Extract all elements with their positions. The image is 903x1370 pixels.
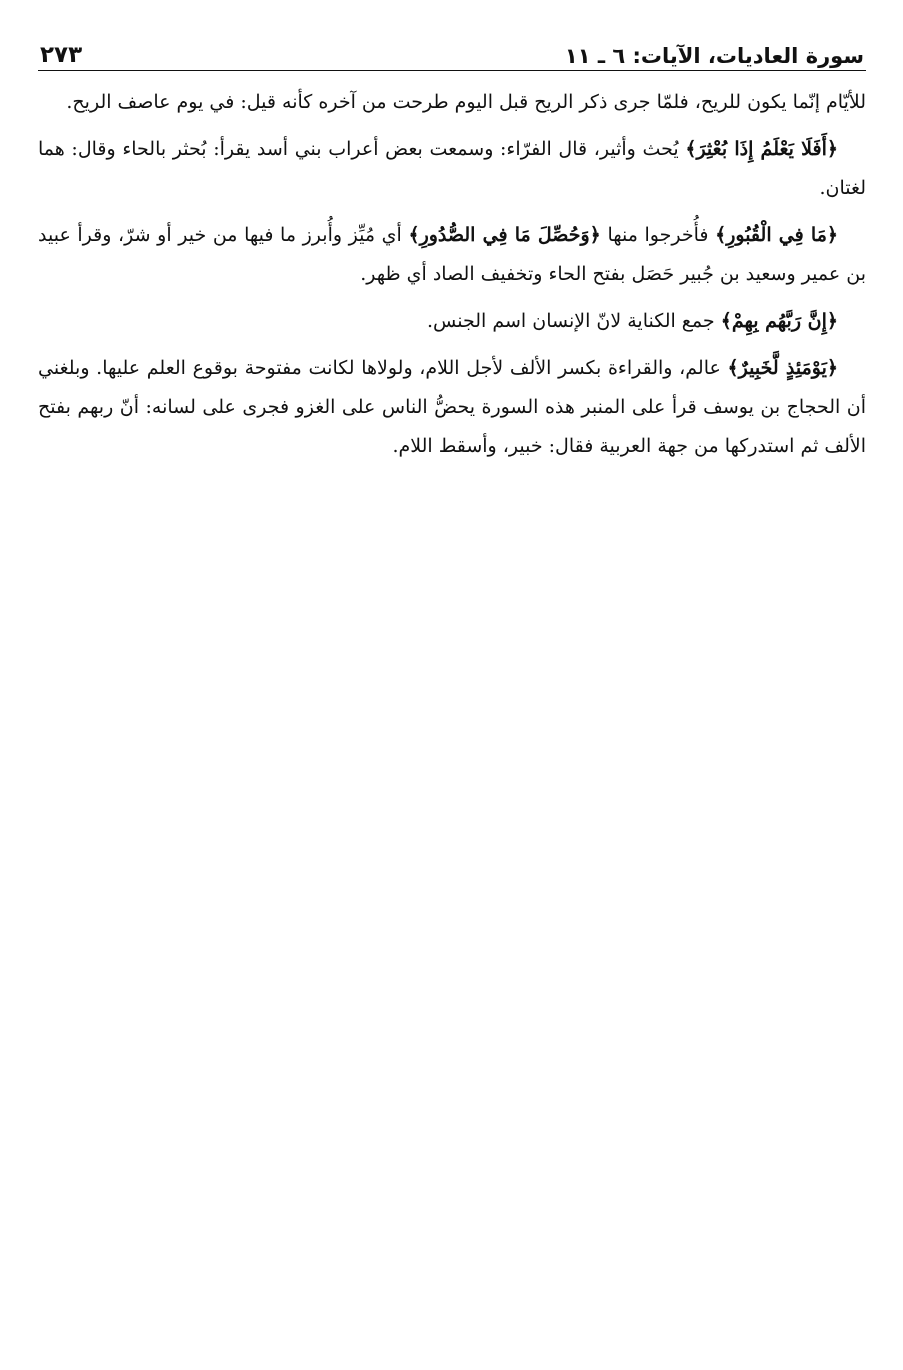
- paragraph-5: [38, 349, 866, 466]
- paragraph-1: [38, 83, 866, 122]
- quran-verse: ﴿يَوْمَئِذٍ لَّخَبِيرٌ﴾: [727, 357, 838, 379]
- paragraph-text: جمع الكناية لانّ الإنسان اسم الجنس.: [427, 310, 715, 332]
- book-page: [38, 28, 866, 474]
- header-title: سورة العاديات، الآيات: ٦ ـ ١١: [564, 44, 864, 68]
- paragraph-text: عالم، والقراءة بكسر الألف لأجل اللام، ولولاها لكانت مفتوحة بوقوع العلم عليها. وبلغني أن الحجاج بن يوسف قرأ على المنبر هذه السورة يحضُّ الناس على الغزو فجرى على لسانه: أنّ ربهم بفتح الألف ثم استدركها من جهة العربية فقال: خبير، وأسقط اللام.: [38, 357, 866, 457]
- paragraph-text: للأيّام إنّما يكون للريح، فلمّا جرى ذكر الريح قبل اليوم طرحت من آخره كأنه قيل: في يوم عاصف الريح.: [66, 91, 866, 113]
- quran-verse: ﴿مَا فِي الْقُبُورِ﴾: [715, 224, 839, 246]
- paragraph-text: فأُخرجوا منها: [607, 224, 709, 246]
- running-header: [38, 28, 866, 71]
- quran-verse: ﴿أَفَلَا يَعْلَمُ إِذَا بُعْثِرَ﴾: [685, 138, 838, 160]
- body-text: [38, 83, 866, 466]
- paragraph-3: [38, 216, 866, 294]
- page-number: ٢٧٣: [40, 42, 83, 68]
- quran-verse: ﴿إِنَّ رَبَّهُم بِهِمْ﴾: [720, 310, 838, 332]
- paragraph-4: [38, 302, 866, 341]
- paragraph-2: [38, 130, 866, 208]
- paragraph-text: أي مُيِّز وأُبرز ما فيها من خير أو شرّ، وقرأ عبيد بن عمير وسعيد بن جُبير حَصَل بفتح الحاء وتخفيف الصاد أي ظهر.: [38, 224, 866, 285]
- quran-verse: ﴿وَحُصِّلَ مَا فِي الصُّدُورِ﴾: [408, 224, 601, 246]
- paragraph-text: يُحث وأثير، قال الفرّاء: وسمعت بعض أعراب بني أسد يقرأ: بُحثر بالحاء وقال: هما لغتان.: [38, 138, 866, 199]
